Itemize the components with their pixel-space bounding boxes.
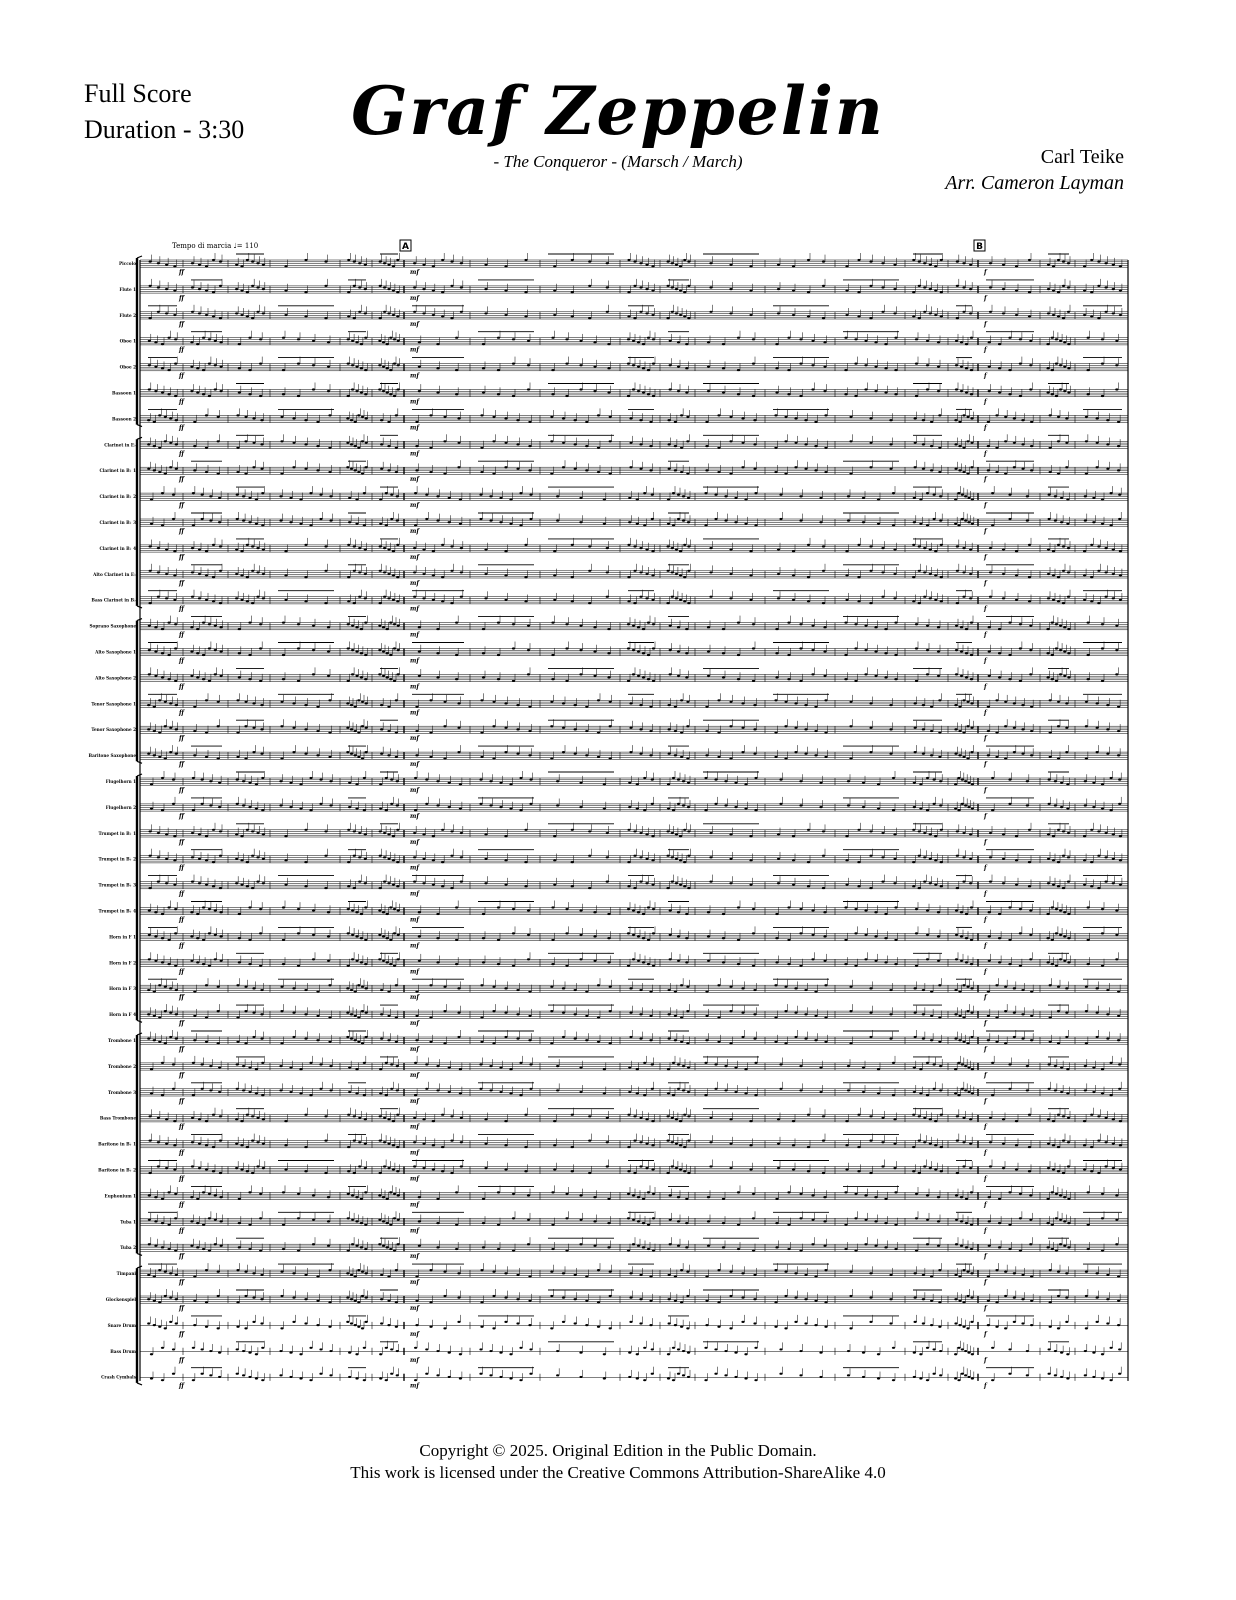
instrument-label: Clarinet in E♭ [104, 442, 136, 448]
staff-39 [117, 1263, 1128, 1286]
instrument-label: Horn in F 4 [109, 1012, 136, 1018]
instrument-label: Bassoon 2 [112, 416, 136, 422]
svg-text:mf: mf [410, 787, 419, 794]
staff-37 [120, 1211, 1128, 1234]
staff-7 [104, 434, 1128, 457]
svg-text:mf: mf [410, 476, 419, 484]
svg-text:ff: ff [179, 812, 184, 820]
svg-text:f: f [984, 631, 987, 639]
instrument-label: Crash Cymbals [101, 1374, 136, 1380]
svg-text:f: f [984, 346, 987, 354]
staff-10 [99, 512, 1128, 535]
svg-text:A: A [402, 242, 409, 252]
svg-text:f: f [984, 812, 987, 820]
instrument-label: Alto Clarinet in E♭ [93, 571, 136, 577]
svg-text:ff: ff [179, 346, 184, 354]
svg-text:ff: ff [179, 398, 184, 406]
svg-text:f: f [984, 424, 987, 432]
svg-text:mf: mf [410, 579, 419, 587]
svg-text:mf: mf [410, 450, 419, 458]
svg-text:ff: ff [179, 320, 184, 328]
svg-text:B: B [976, 242, 983, 252]
staff-22 [99, 823, 1128, 846]
svg-text:ff: ff [179, 553, 184, 561]
license: This work is licensed under the Creative Commons Attribution-ShareAlike 4.0 [350, 1463, 886, 1482]
staff-4 [120, 357, 1128, 380]
instrument-label: Bass Trombone [99, 1115, 136, 1121]
staff-42 [110, 1341, 1128, 1364]
svg-text:f: f [984, 398, 987, 406]
page-title: Graf Zeppelin [351, 72, 885, 150]
svg-text:mf: mf [410, 346, 419, 354]
instrument-label: Piccolo [118, 261, 136, 266]
instrument-label: Baritone in B♭ 1 [98, 1141, 136, 1147]
instrument-label: Trumpet in B♭ 2 [98, 856, 136, 862]
svg-text:f: f [984, 735, 987, 743]
instrument-label: Glockenspiel [105, 1297, 136, 1302]
svg-text:mf: mf [410, 553, 419, 561]
svg-text:f: f [984, 683, 987, 691]
tempo-marking: Tempo di marcia ♩= 110 [172, 242, 259, 250]
instrument-label: Flute 2 [119, 312, 136, 318]
svg-text:f: f [984, 787, 987, 794]
footer [0, 1440, 1236, 1484]
instrument-label: Trombone 2 [107, 1063, 136, 1069]
instrument-label: Trumpet in B♭ 4 [98, 908, 136, 914]
instrument-label: Snare Drum [107, 1322, 136, 1328]
instrument-label: Trombone 3 [107, 1089, 136, 1095]
composer: Carl Teike [1040, 146, 1124, 168]
svg-text:mf: mf [410, 269, 419, 276]
svg-text:f: f [984, 450, 987, 458]
staff-17 [91, 693, 1128, 716]
score-system [0, 230, 1236, 1420]
instrument-label: Baritone in B♭ 2 [98, 1167, 136, 1173]
staff-3 [120, 331, 1128, 354]
credits [945, 144, 1124, 196]
instrument-label: Euphonium 1 [104, 1193, 136, 1199]
instrument-label: Horn in F 2 [109, 960, 136, 966]
instrument-label: Timpani [116, 1271, 136, 1277]
staff-27 [109, 952, 1128, 975]
svg-text:ff: ff [179, 787, 184, 794]
svg-text:f: f [984, 709, 987, 717]
arranger: Arr. Cameron Layman [945, 172, 1124, 194]
staff-40 [106, 1289, 1128, 1312]
staff-15 [94, 642, 1128, 665]
svg-text:f: f [984, 605, 987, 613]
svg-text:ff: ff [179, 476, 184, 484]
staff-5 [112, 383, 1128, 406]
instrument-label: Horn in F 1 [109, 934, 136, 940]
svg-text:ff: ff [179, 709, 184, 717]
instrument-label: Flugelhorn 1 [105, 779, 136, 784]
staff-19 [89, 745, 1128, 768]
staff-14 [90, 616, 1128, 639]
instrument-label: Tenor Saxophone 2 [91, 727, 136, 733]
svg-text:mf: mf [410, 372, 419, 380]
staff-24 [99, 875, 1128, 898]
svg-text:mf: mf [410, 502, 419, 510]
svg-text:f: f [984, 372, 987, 380]
svg-text:ff: ff [179, 735, 184, 743]
svg-text:ff: ff [179, 294, 184, 302]
staff-35 [98, 1160, 1128, 1183]
svg-text:ff: ff [179, 579, 184, 587]
svg-text:f: f [984, 294, 987, 302]
score-type: Full Score [84, 79, 192, 108]
instrument-label: Trumpet in B♭ 1 [98, 830, 136, 836]
rehearsal-mark-b [974, 240, 985, 252]
svg-text:f: f [984, 579, 987, 587]
svg-text:ff: ff [179, 372, 184, 380]
staff-2 [119, 305, 1128, 328]
staff-41 [108, 1315, 1128, 1338]
instrument-label: Alto Saxophone 2 [95, 675, 136, 681]
staff-1 [119, 279, 1128, 302]
instrument-label: Alto Saxophone 1 [95, 649, 136, 655]
svg-text:ff: ff [179, 502, 184, 510]
staff-6 [112, 408, 1128, 431]
instrument-label: Flugelhorn 2 [105, 804, 136, 810]
instrument-label: Trumpet in B♭ 3 [98, 882, 136, 888]
staff-34 [98, 1134, 1128, 1157]
staff-32 [108, 1082, 1128, 1105]
instrument-label: Bassoon 1 [112, 390, 136, 396]
staff-33 [100, 1108, 1128, 1131]
staff-36 [105, 1185, 1128, 1208]
svg-text:mf: mf [410, 761, 419, 769]
svg-text:mf: mf [410, 683, 419, 691]
rehearsal-mark-a [400, 240, 411, 252]
svg-text:mf: mf [410, 735, 419, 743]
svg-text:mf: mf [410, 657, 419, 665]
staff-21 [106, 797, 1128, 820]
instrument-label: Tenor Saxophone 1 [91, 701, 136, 707]
svg-text:ff: ff [179, 450, 184, 458]
instrument-label: Bass Drum [110, 1348, 136, 1354]
svg-text:ff: ff [179, 838, 184, 846]
svg-text:ff: ff [179, 631, 184, 639]
staff-28 [109, 978, 1128, 1001]
instrument-label: Oboe 1 [119, 338, 136, 344]
instrument-label: Clarinet in B♭ 3 [99, 520, 136, 525]
svg-text:f: f [984, 528, 987, 535]
svg-text:ff: ff [179, 269, 184, 276]
svg-text:mf: mf [410, 528, 419, 535]
svg-text:f: f [984, 553, 987, 561]
instrument-label: Flute 1 [119, 286, 136, 292]
staff-13 [91, 590, 1128, 613]
svg-text:ff: ff [179, 424, 184, 432]
svg-text:f: f [984, 476, 987, 484]
instrument-label: Baritone Saxophone [88, 753, 136, 759]
staff-26 [109, 926, 1128, 949]
copyright: Copyright © 2025. Original Edition in the Public Domain. [419, 1441, 817, 1460]
staff-12 [92, 564, 1128, 587]
staff-11 [99, 538, 1128, 561]
staff-31 [108, 1056, 1128, 1079]
svg-text:mf: mf [410, 398, 419, 406]
svg-text:f: f [984, 657, 987, 665]
svg-text:ff: ff [179, 605, 184, 613]
svg-text:f: f [984, 838, 987, 846]
instrument-label: Bass Clarinet in B♭ [91, 597, 136, 603]
svg-text:ff: ff [179, 761, 184, 769]
staff-43 [101, 1367, 1128, 1390]
instrument-label: Tuba 1 [120, 1219, 136, 1225]
instrument-label: Soprano Saxophone [89, 623, 136, 629]
instrument-label: Horn in F 3 [109, 986, 136, 992]
staff-23 [99, 849, 1128, 872]
svg-text:ff: ff [179, 657, 184, 665]
instrument-label: Trombone 1 [107, 1038, 136, 1043]
svg-text:f: f [984, 761, 987, 769]
staff-18 [91, 719, 1128, 742]
svg-text:mf: mf [410, 838, 419, 846]
staff-20 [106, 771, 1128, 794]
instrument-label: Clarinet in B♭ 4 [99, 545, 136, 551]
svg-text:ff: ff [179, 683, 184, 691]
instrument-label: Oboe 2 [119, 364, 136, 370]
instrument-label: Clarinet in B♭ 1 [99, 468, 136, 474]
duration: Duration - 3:30 [84, 115, 245, 144]
staff-9 [99, 486, 1128, 509]
svg-text:f: f [984, 269, 987, 276]
svg-text:f: f [984, 320, 987, 328]
subtitle: - The Conqueror - (Marsch / March) [493, 152, 743, 171]
svg-text:f: f [984, 502, 987, 510]
staff-0 [119, 253, 1128, 276]
staff-25 [99, 901, 1128, 924]
svg-text:mf: mf [410, 631, 419, 639]
svg-text:mf: mf [410, 294, 419, 302]
staff-16 [94, 667, 1128, 690]
staff-38 [120, 1237, 1128, 1260]
svg-text:mf: mf [410, 709, 419, 717]
staff-30 [108, 1030, 1128, 1053]
staff-29 [109, 1004, 1128, 1027]
svg-text:mf: mf [410, 320, 419, 328]
instrument-label: Clarinet in B♭ 2 [99, 494, 136, 500]
staff-8 [99, 460, 1128, 483]
instrument-label: Tuba 2 [120, 1245, 136, 1251]
svg-text:mf: mf [410, 812, 419, 820]
svg-text:mf: mf [410, 605, 419, 613]
svg-text:ff: ff [179, 528, 184, 535]
svg-text:mf: mf [410, 424, 419, 432]
